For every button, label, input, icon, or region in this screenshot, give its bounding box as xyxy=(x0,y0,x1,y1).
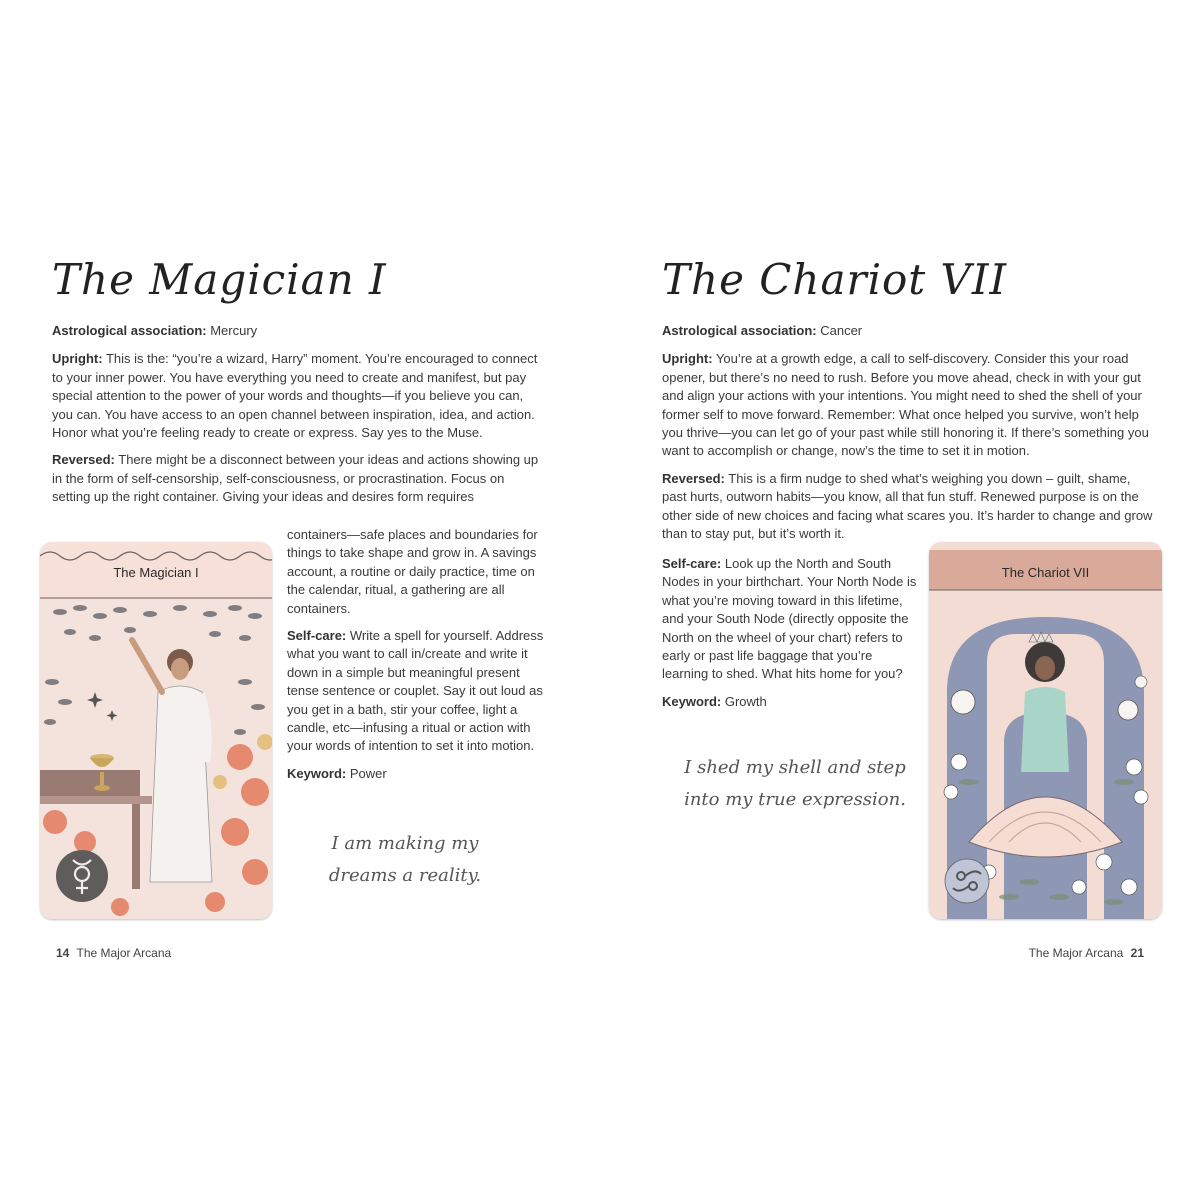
selfcare-text: Write a spell for yourself. Address what you want to call in/create and write it down in a simple but meaningful present tense sentence or couplet. Say it out loud as you get in a bath, stir your coffee, light a candle, etc—infusing a ritual or action with your words of intention to set it into motion. xyxy=(287,628,544,754)
chariot-upright xyxy=(662,350,1154,460)
magician-upright xyxy=(52,350,542,442)
magician-card-label: The Magician I xyxy=(113,565,199,580)
keyword-label: Keyword: xyxy=(662,693,722,709)
astro-value: Mercury xyxy=(210,323,258,338)
reversed-label: Reversed: xyxy=(52,452,115,468)
reversed-text: This is a firm nudge to shed what’s weighing you down – guilt, shame, past hurts, outworn habits—you know, all that fun stuff. Renewed purpose is on the other side of new choices and facing what scares you. It’s harder to change and grow than to stay put, but it’s worth it. xyxy=(662,470,1153,542)
astro-value: Cancer xyxy=(820,323,863,338)
affirmation-line-1: I shed my shell and step xyxy=(684,757,906,778)
keyword-label: Keyword: xyxy=(287,765,347,781)
left-page-number: 14 xyxy=(56,946,70,960)
magician-keyword xyxy=(287,765,549,783)
reversed-continued: containers—safe places and boundaries for things to take shape and grow in. A savings account, a routine or daily practice, time on the calendar, ritual, a gathering are all containers. xyxy=(287,527,538,616)
chariot-keyword xyxy=(662,693,920,711)
selfcare-text: Look up the North and South Nodes in your birthchart. Your North Node is what you’re moving toward in this lifetime, and your South Node (directly opposite the North on the wheel of your chart) refers to early or past life baggage that you’re learning to shed. What hits home for you? xyxy=(662,556,917,682)
upright-label: Upright: xyxy=(662,351,713,367)
affirmation-line-2: into my true expression. xyxy=(684,789,906,810)
astro-label: Astrological association: xyxy=(52,323,207,338)
right-page xyxy=(600,0,1200,1200)
magician-selfcare xyxy=(287,627,549,756)
chariot-card xyxy=(929,542,1162,919)
right-footer xyxy=(1029,946,1148,960)
magician-astro xyxy=(52,322,542,340)
reversed-text: There might be a disconnect between your ideas and actions showing up in the form of self-censorship, self-consciousness, or procrastination. Focus on setting up the right container. Giving your ideas and desires form requires xyxy=(52,452,539,505)
chariot-affirmation xyxy=(665,752,925,816)
page-title-chariot: The Chariot VII xyxy=(662,255,1008,304)
upright-text: You’re at a growth edge, a call to self-discovery. Consider this your road opener, but there’s no need to rush. Before you move ahead, check in with your gut and align your actions with your intentions. You might need to shed the shell of your former self to move forward. Remember: What once helped you survive, won’t help you thrive—you can let go of your past while still honoring it. If there’s something you want to accomplish or change, now’s the time to set it in motion. xyxy=(662,351,1149,459)
selfcare-label: Self-care: xyxy=(287,628,347,644)
magician-card-illustration xyxy=(40,542,272,919)
magician-card xyxy=(40,542,272,919)
keyword-value: Power xyxy=(349,765,387,781)
chariot-astro xyxy=(662,322,1154,340)
upright-text: This is the: “you’re a wizard, Harry” moment. You’re encouraged to connect to your inner power. You have everything you need to create and manifest, but pay special attention to the power of your words and thoughts—if you believe you can, you can. You have access to an open channel between inspiration, idea, and action. Honor what you’re feeling ready to create or express. Say yes to the Muse. xyxy=(52,351,538,441)
chariot-wrap-column xyxy=(662,555,920,720)
magician-affirmation xyxy=(305,828,505,892)
magician-wrap-column xyxy=(287,526,549,792)
chariot-selfcare xyxy=(662,555,920,684)
reversed-label: Reversed: xyxy=(662,470,725,486)
chariot-reversed xyxy=(662,470,1154,544)
right-page-number: 21 xyxy=(1130,946,1144,960)
chariot-card-illustration xyxy=(929,542,1162,919)
keyword-value: Growth xyxy=(724,693,767,709)
affirmation-line-2: dreams a reality. xyxy=(328,865,482,886)
chariot-card-label: The Chariot VII xyxy=(1001,565,1090,580)
left-footer xyxy=(52,946,171,960)
right-running-head: The Major Arcana xyxy=(1028,946,1124,960)
magician-reversed xyxy=(52,451,542,506)
magician-text-column xyxy=(52,322,542,516)
left-running-head: The Major Arcana xyxy=(76,946,172,960)
astro-label: Astrological association: xyxy=(662,323,817,338)
selfcare-label: Self-care: xyxy=(662,556,722,571)
upright-label: Upright: xyxy=(52,351,103,367)
affirmation-line-1: I am making my xyxy=(331,833,479,854)
chariot-text-column xyxy=(662,322,1154,552)
page-title-magician: The Magician I xyxy=(52,255,387,304)
